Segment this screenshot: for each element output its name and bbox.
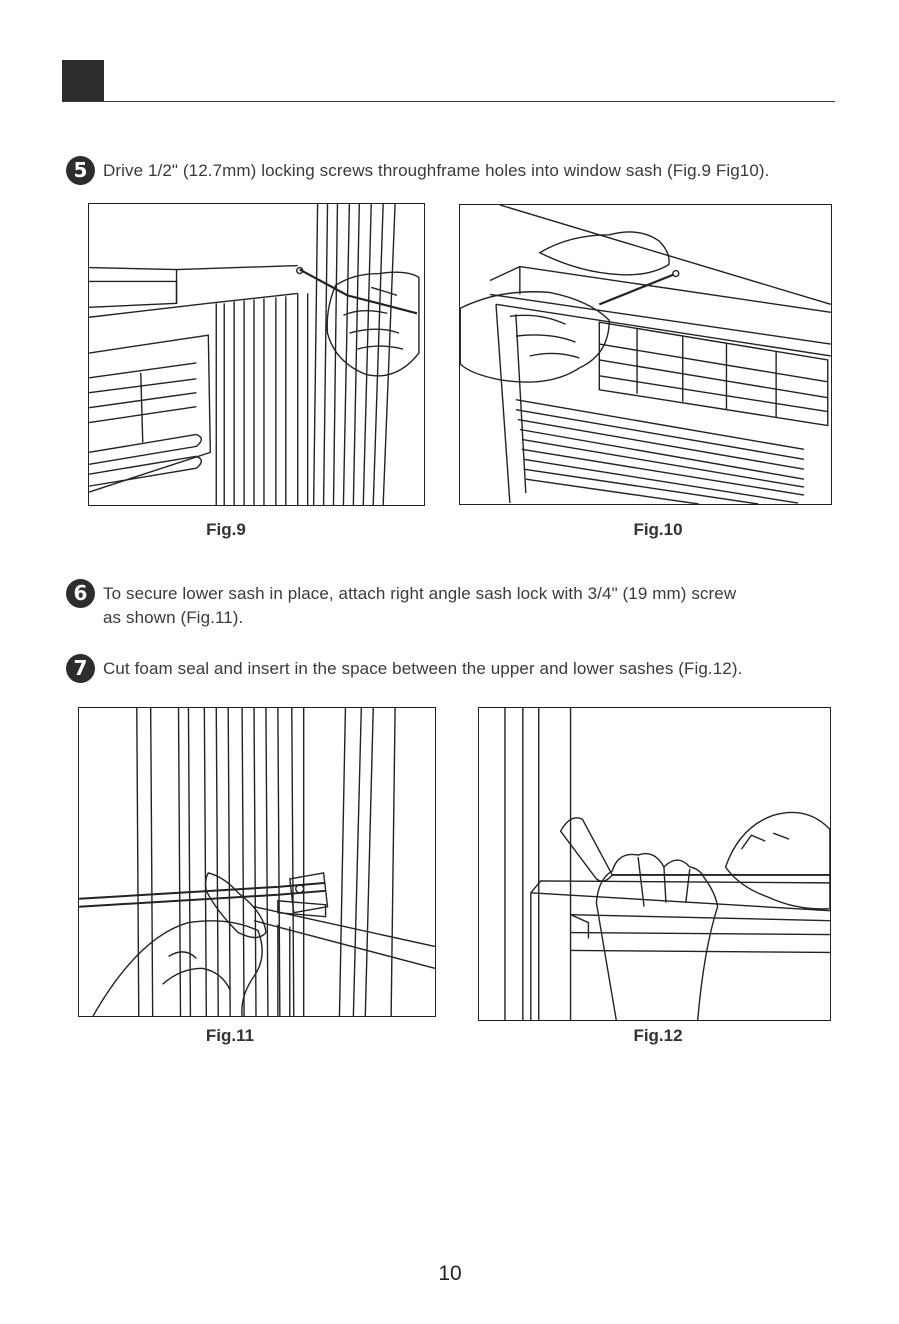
figure-12-illustration — [478, 707, 831, 1021]
step-instruction-line-1: To secure lower sash in place, attach right angle sash lock with 3/4" (19 mm) screw — [103, 584, 737, 603]
step-number-badge: 5 — [66, 156, 95, 185]
figure-9-caption: Fig.9 — [206, 520, 246, 539]
step-instruction: Cut foam seal and insert in the space between the upper and lower sashes (Fig.12). — [103, 659, 743, 678]
figure-12-caption: Fig.12 — [633, 1026, 683, 1045]
section-header-rule — [62, 101, 835, 102]
figure-11-illustration — [78, 707, 436, 1017]
page-number: 10 — [438, 1262, 462, 1285]
step-instruction-line-2: as shown (Fig.11). — [103, 608, 244, 627]
step-number-badge: 6 — [66, 579, 95, 608]
figure-10-illustration — [459, 204, 832, 505]
figure-11-caption: Fig.11 — [205, 1026, 255, 1045]
section-header-block — [62, 60, 104, 102]
figure-10-caption: Fig.10 — [633, 520, 683, 539]
step-number-badge: 7 — [66, 654, 95, 683]
step-instruction: Drive 1/2" (12.7mm) locking screws throughframe holes into window sash (Fig.9 Fig10). — [103, 161, 770, 180]
figure-9-illustration — [88, 203, 425, 506]
